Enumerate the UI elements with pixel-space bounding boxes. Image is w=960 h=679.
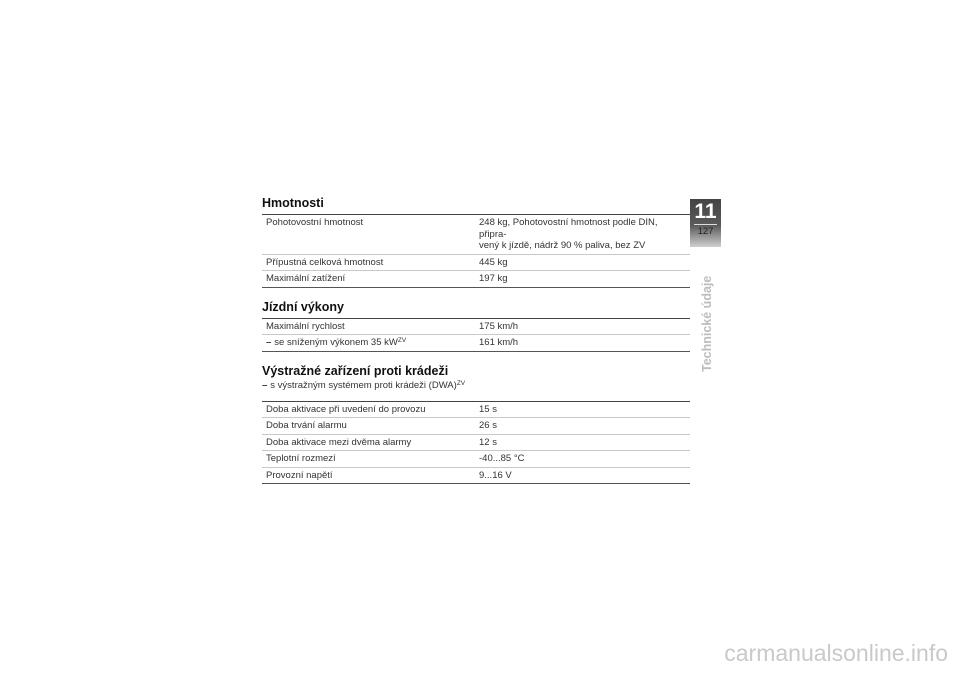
row-label: Teplotní rozmezí [262,451,475,468]
row-value: 26 s [475,418,690,435]
row-value: 175 km/h [475,318,690,335]
table-row [262,335,690,352]
row-label: Maximální zatížení [262,271,475,288]
row-value: 9...16 V [475,467,690,484]
row-value: 197 kg [475,271,690,288]
table-row [262,467,690,484]
row-label: Maximální rychlost [262,318,475,335]
row-label: Doba trvání alarmu [262,418,475,435]
row-label: Doba aktivace při uvedení do provozu [262,401,475,418]
table-row [262,215,690,255]
chapter-divider [694,224,717,225]
option-marker: ZV [456,379,466,387]
row-value: 12 s [475,434,690,451]
option-marker: ZV [397,337,407,344]
table-row [262,254,690,271]
table-row [262,418,690,435]
chapter-number: 11 [694,200,717,223]
row-value: 445 kg [475,254,690,271]
row-label: Přípustná celková hmotnost [262,254,475,271]
section-title-performance: Jízdní výkony [262,299,344,314]
table-row [262,318,690,335]
row-label: Doba aktivace mezi dvěma alarmy [262,434,475,451]
section-title-alarm: Výstražné zařízení proti krádeži [262,363,449,378]
alarm-table [262,401,690,485]
weights-table [262,214,690,288]
row-label-text: – se sníženým výkonem 35 kW [266,337,398,348]
row-label [262,335,475,352]
alarm-note [262,379,690,393]
alarm-note-text: – s výstražným systémem proti krádeži (DWA) [262,380,457,391]
row-label: Provozní napětí [262,467,475,484]
chapter-title-vertical: Technické údaje [700,275,714,372]
section-title-weights: Hmotnosti [262,196,324,210]
row-value: 248 kg, Pohotovostní hmotnost podle DIN, připra- vený k jízdě, nádrž 90 % paliva, bez ZV [475,215,690,255]
row-label: Pohotovostní hmotnost [262,215,475,255]
table-row [262,434,690,451]
manual-page-content [262,195,690,484]
watermark-text: carmanualsonline.info [724,640,948,666]
chapter-tab [690,199,721,247]
table-row [262,451,690,468]
table-row [262,271,690,288]
row-value: 161 km/h [475,335,690,352]
row-value: 15 s [475,401,690,418]
page-number: 127 [697,226,714,237]
table-row [262,401,690,418]
row-value: -40...85 °C [475,451,690,468]
performance-table [262,318,690,352]
